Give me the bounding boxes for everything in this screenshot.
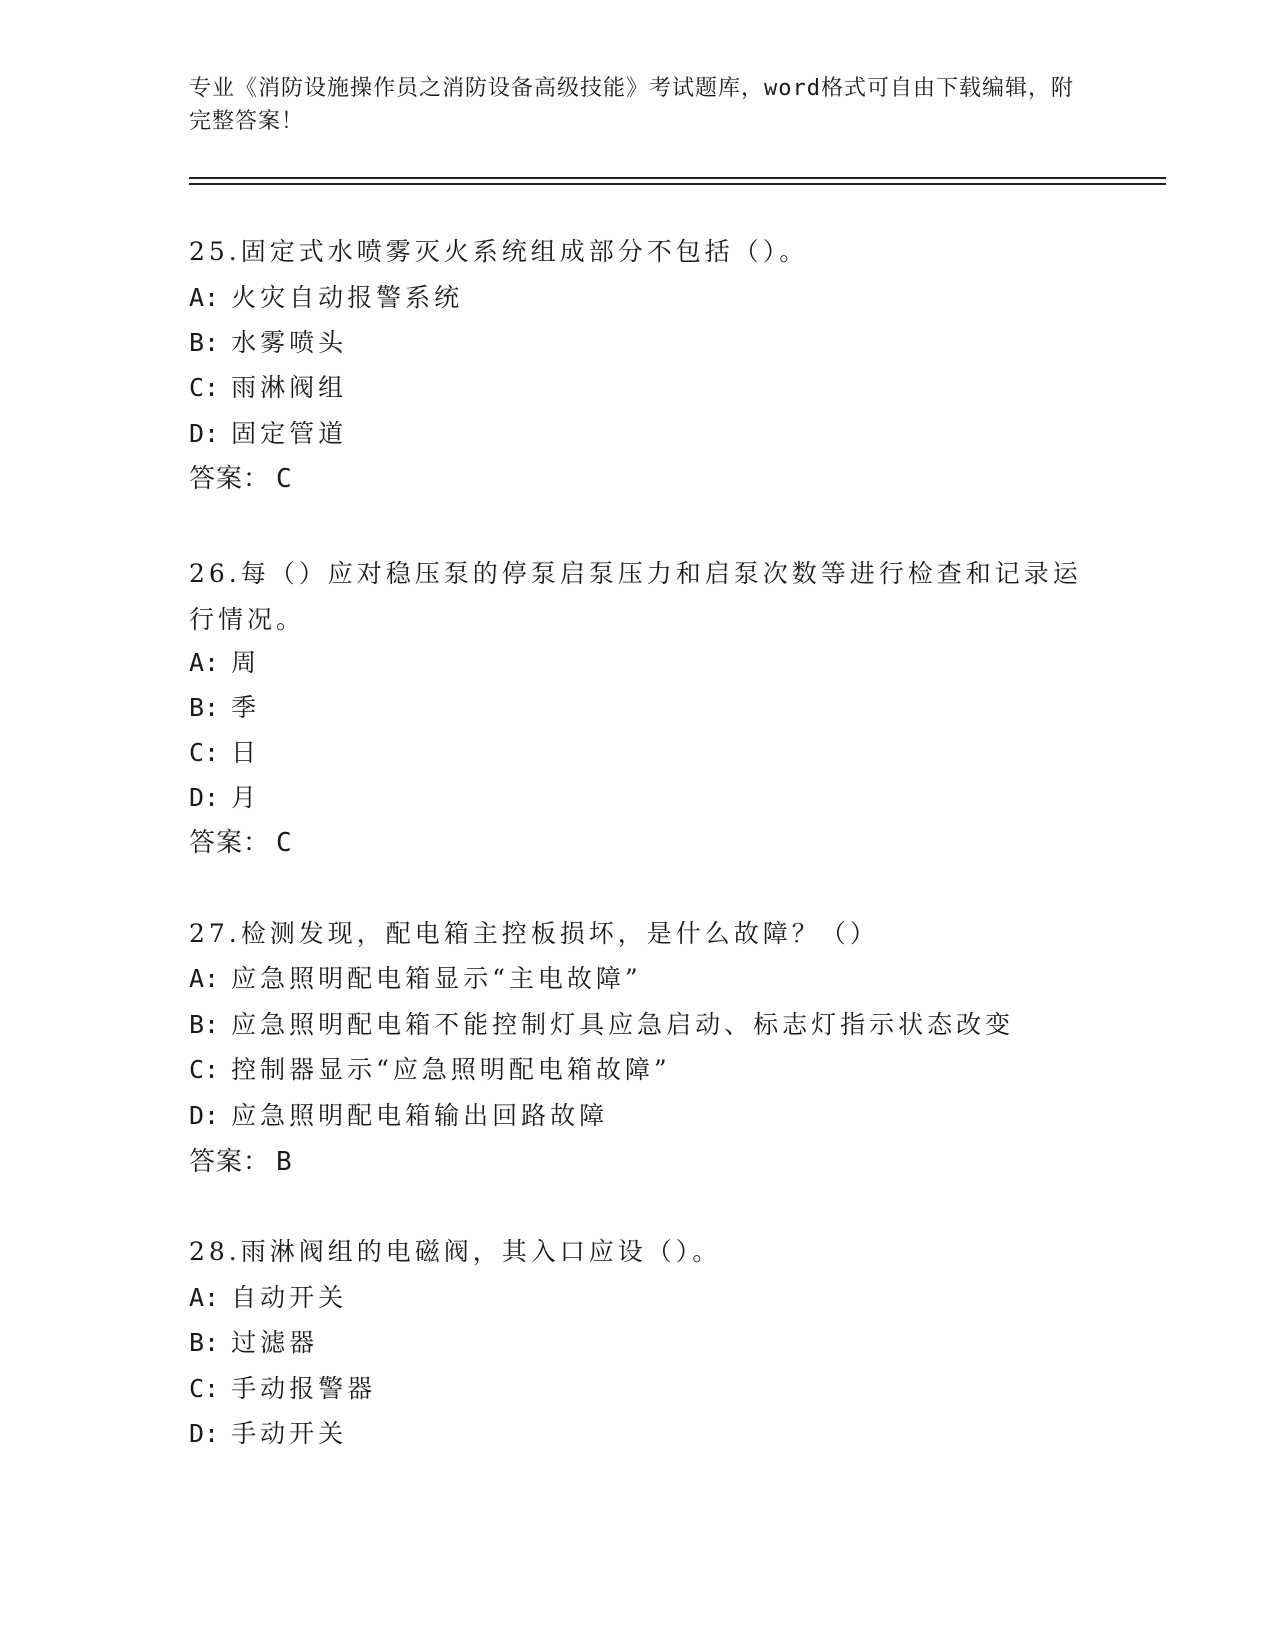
- answer-label: 答案：: [189, 464, 271, 494]
- answer-line: [189, 463, 293, 495]
- option-key: D:: [189, 1419, 220, 1448]
- question-option: [189, 692, 260, 724]
- option-text: 火灾自动报警系统: [231, 283, 464, 312]
- option-key: B:: [189, 693, 220, 722]
- question-stem: 26.每（）应对稳压泵的停泵启泵压力和启泵次数等进行检查和记录运行情况。: [189, 559, 1082, 634]
- option-text: 月: [231, 783, 261, 812]
- option-key: D:: [189, 783, 220, 812]
- intro-text-part2: 格式可自由下载编辑，附完整答案！: [189, 76, 1075, 134]
- question-option: [189, 1327, 318, 1359]
- question-option: [189, 782, 260, 814]
- answer-value: C: [276, 464, 293, 494]
- question-stem: 25.固定式水喷雾灭火系统组成部分不包括（）。: [189, 237, 809, 266]
- question-option: [189, 1100, 608, 1132]
- option-key: C:: [189, 1055, 220, 1084]
- answer-label: 答案：: [189, 1147, 271, 1177]
- question-option: [189, 327, 347, 359]
- question-option: [189, 1418, 347, 1450]
- option-key: B:: [189, 328, 220, 357]
- question-stem: 28.雨淋阀组的电磁阀，其入口应设（）。: [189, 1237, 722, 1266]
- question-option: [189, 737, 260, 769]
- question-option: [189, 963, 642, 995]
- option-text: 手动开关: [231, 1419, 348, 1448]
- option-text: 固定管道: [231, 419, 348, 448]
- option-key: D:: [189, 1101, 220, 1130]
- question-option: [189, 647, 260, 679]
- question-option: [189, 372, 347, 404]
- option-key: A:: [189, 964, 220, 993]
- option-text: 水雾喷头: [231, 328, 348, 357]
- option-text: 日: [231, 738, 261, 767]
- option-text: 控制器显示“应急照明配电箱故障”: [231, 1055, 671, 1084]
- option-text: 应急照明配电箱显示“主电故障”: [231, 964, 642, 993]
- option-key: C:: [189, 1374, 220, 1403]
- header-divider-top: [189, 177, 1166, 179]
- option-text: 自动开关: [231, 1283, 348, 1312]
- option-text: 应急照明配电箱不能控制灯具应急启动、标志灯指示状态改变: [231, 1010, 1015, 1039]
- question-option: [189, 418, 347, 450]
- option-key: B:: [189, 1010, 220, 1039]
- option-key: D:: [189, 419, 220, 448]
- option-key: A:: [189, 283, 220, 312]
- question-option: [189, 1373, 376, 1405]
- intro-text-part1: 专业《消防设施操作员之消防设备高级技能》考试题库，: [189, 76, 765, 101]
- answer-line: [189, 827, 293, 859]
- question-stem: 27.检测发现，配电箱主控板损坏，是什么故障？（）: [189, 919, 879, 948]
- option-text: 手动报警器: [231, 1374, 377, 1403]
- answer-value: B: [276, 1147, 293, 1177]
- option-key: C:: [189, 373, 220, 402]
- option-key: C:: [189, 738, 220, 767]
- answer-value: C: [276, 828, 293, 858]
- question-option: [189, 1054, 671, 1086]
- question-option: [189, 1009, 1014, 1041]
- option-text: 应急照明配电箱输出回路故障: [231, 1101, 609, 1130]
- question-option: [189, 1282, 347, 1314]
- option-key: B:: [189, 1328, 220, 1357]
- option-text: 周: [231, 648, 261, 677]
- option-key: A:: [189, 648, 220, 677]
- question-option: [189, 282, 463, 314]
- answer-line: [189, 1146, 293, 1178]
- option-key: A:: [189, 1283, 220, 1312]
- header-divider-bottom: [189, 183, 1166, 185]
- intro-text-word: word: [764, 76, 821, 101]
- answer-label: 答案：: [189, 828, 271, 858]
- document-intro: [189, 72, 1079, 138]
- option-text: 季: [231, 693, 261, 722]
- option-text: 过滤器: [231, 1328, 319, 1357]
- option-text: 雨淋阀组: [231, 373, 348, 402]
